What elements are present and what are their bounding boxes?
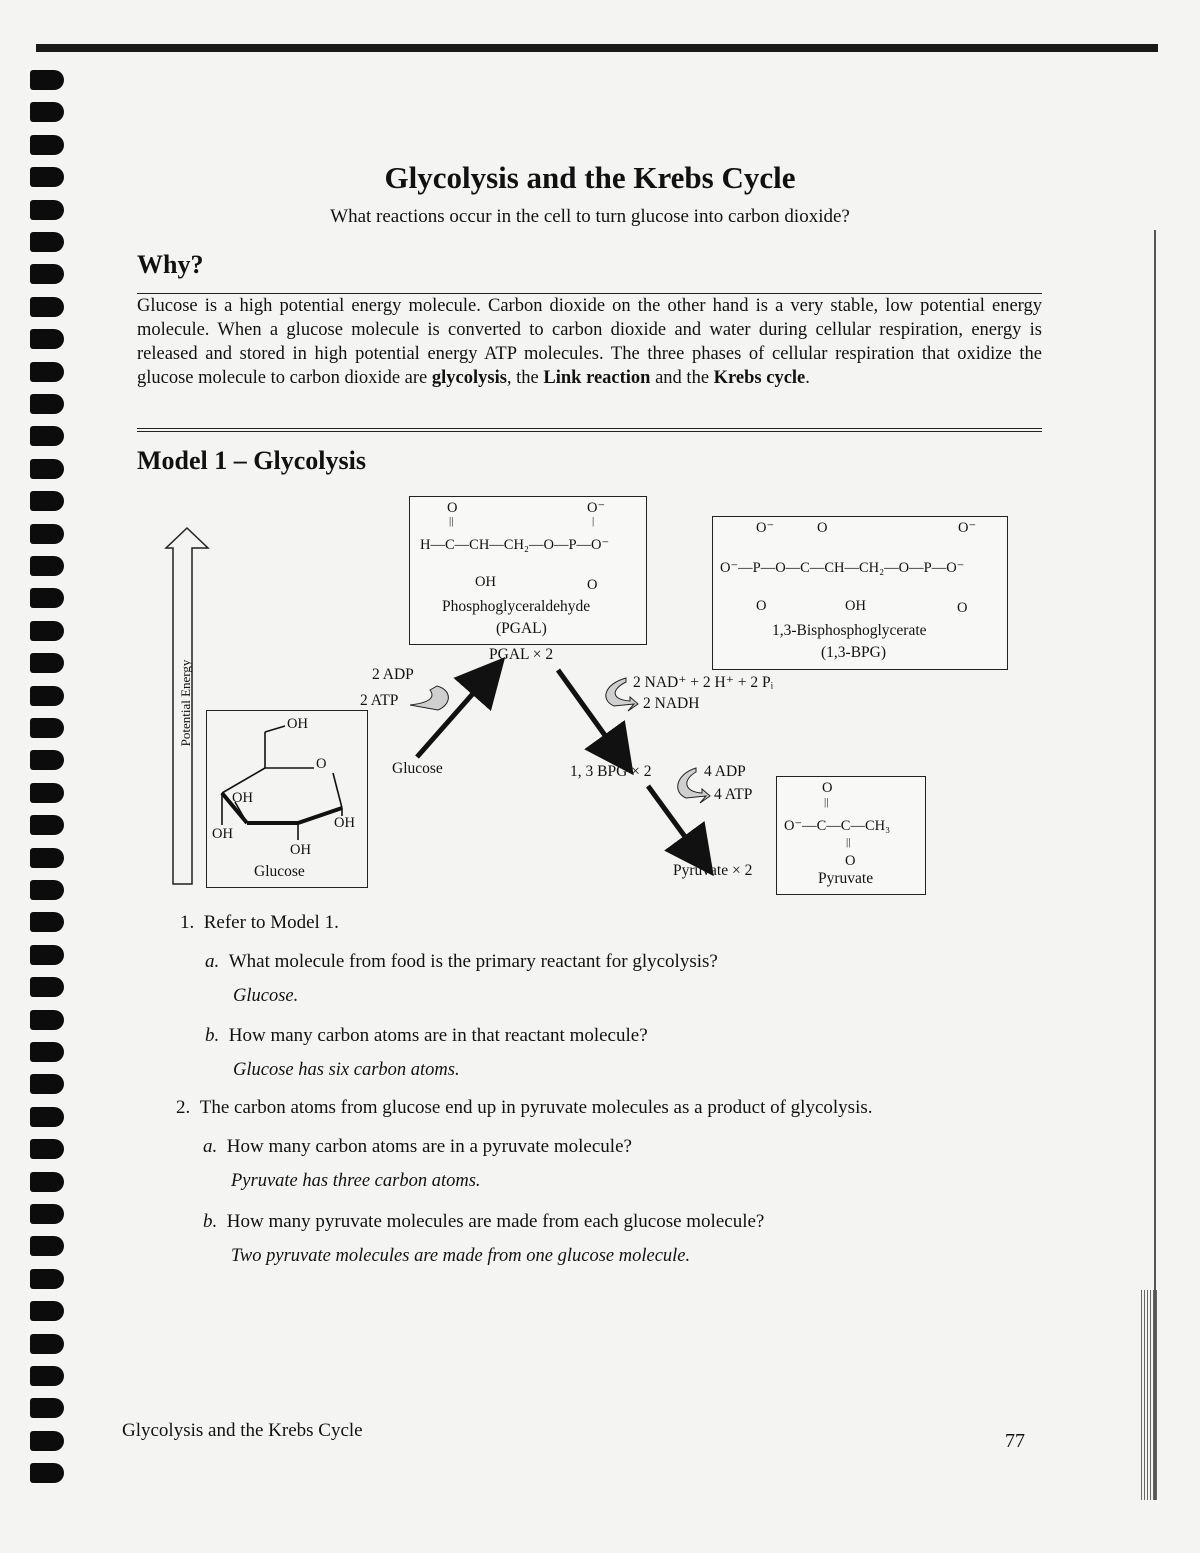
question-1b: b. How many carbon atoms are in that reactant molecule? [205, 1025, 648, 1046]
question-2: 2. The carbon atoms from glucose end up in pyruvate molecules as a product of glycolysis. [176, 1097, 873, 1118]
question-1: 1. Refer to Model 1. [180, 912, 339, 933]
pyruvate-box-name: Pyruvate [818, 870, 874, 887]
bpg-formula: O⁻—P—O—C—CH—CH₂—O—P—O⁻ [720, 560, 965, 576]
arrow-pgal-to-bpg [558, 670, 622, 759]
page-title: Glycolysis and the Krebs Cycle [384, 160, 796, 195]
pgal-top-o: O [447, 500, 458, 516]
model1-heading: Model 1 – Glycolysis [137, 446, 366, 475]
label-4-adp: 4 ADP [704, 763, 746, 780]
glucose-oh-top: OH [287, 716, 308, 732]
bpg-bottom-o1: O [756, 598, 767, 614]
bpg-bottom-o2: O [957, 600, 968, 616]
label-4-atp: 4 ATP [714, 786, 753, 803]
label-nadh: 2 NADH [643, 695, 700, 712]
potential-energy-axis-label: Potential Energy [178, 659, 193, 747]
footer-title: Glycolysis and the Krebs Cycle [122, 1420, 363, 1441]
bpg-abbr: (1,3-BPG) [821, 644, 887, 661]
pgal-name: Phosphoglyceraldehyde [442, 598, 591, 615]
glucose-structure-box [206, 710, 368, 888]
question-2b: b. How many pyruvate molecules are made from each glucose molecule? [203, 1211, 765, 1232]
pyruvate-formula: O⁻—C—C—CH₃ [784, 818, 891, 834]
glucose-box-name: Glucose [254, 863, 305, 880]
label-glucose: Glucose [392, 760, 443, 777]
why-paragraph: Glucose is a high potential energy molecule. Carbon dioxide on the other hand is a very stable, low potential energy molecule. When a glucose molecule is converted to carbon dioxide and water during cellular respiration, energy is released and stored in high potential energy ATP molecules. The three phases of cellular respiration that oxidize the glucose molecule to carbon dioxide are glycolysis, the Link reaction and the Krebs cycle. [137, 296, 1042, 388]
label-bpg-x2: 1, 3 BPG × 2 [570, 763, 652, 780]
glucose-oh-left: OH [232, 790, 253, 806]
pgal-bottom-o: O [587, 577, 598, 593]
glucose-oh-bottom: OH [290, 842, 311, 858]
bpg-name: 1,3-Bisphosphoglycerate [772, 622, 927, 639]
pyruvate-bottom-o: O [845, 853, 856, 869]
pgal-oh: OH [475, 574, 496, 590]
bpg-top-o3: O⁻ [958, 520, 977, 536]
label-pyruvate-x2: Pyruvate × 2 [673, 862, 753, 879]
glucose-ring-o: O [316, 756, 327, 772]
answer-2b: Two pyruvate molecules are made from one glucose molecule. [231, 1246, 691, 1266]
answer-1a: Glucose. [233, 986, 299, 1006]
why-heading: Why? [137, 250, 204, 279]
pgal-x2-label: PGAL × 2 [489, 646, 554, 663]
glucose-oh-far-left: OH [212, 826, 233, 842]
bpg-top-o2: O [817, 520, 828, 536]
label-2-adp: 2 ADP [372, 666, 414, 683]
page-number: 77 [1005, 1430, 1025, 1452]
arrow-glucose-to-pgal [417, 672, 492, 757]
question-2a: a. How many carbon atoms are in a pyruvate molecule? [203, 1136, 632, 1157]
pgal-top-o-minus: O⁻ [587, 500, 606, 516]
question-1a: a. What molecule from food is the primary reactant for glycolysis? [205, 951, 718, 972]
bpg-bottom-oh: OH [845, 598, 866, 614]
term-glycolysis: glycolysis [431, 368, 507, 388]
term-link-reaction: Link reaction [543, 368, 651, 388]
answer-2a: Pyruvate has three carbon atoms. [231, 1171, 481, 1191]
pgal-formula: H—C—CH—CH₂—O—P—O⁻ [420, 537, 610, 553]
bpg-top-o1: O⁻ [756, 520, 775, 536]
curved-arrow-atp-icon [410, 686, 448, 710]
page-subtitle: What reactions occur in the cell to turn glucose into carbon dioxide? [330, 206, 850, 227]
glucose-oh-right: OH [334, 815, 355, 831]
answer-1b: Glucose has six carbon atoms. [233, 1060, 460, 1080]
pgal-abbr: (PGAL) [496, 620, 547, 637]
pyruvate-top-o: O [822, 780, 833, 796]
label-nad: 2 NAD⁺ + 2 H⁺ + 2 Pᵢ [633, 674, 774, 691]
label-2-atp: 2 ATP [360, 692, 399, 709]
term-krebs-cycle: Krebs cycle [713, 368, 806, 388]
